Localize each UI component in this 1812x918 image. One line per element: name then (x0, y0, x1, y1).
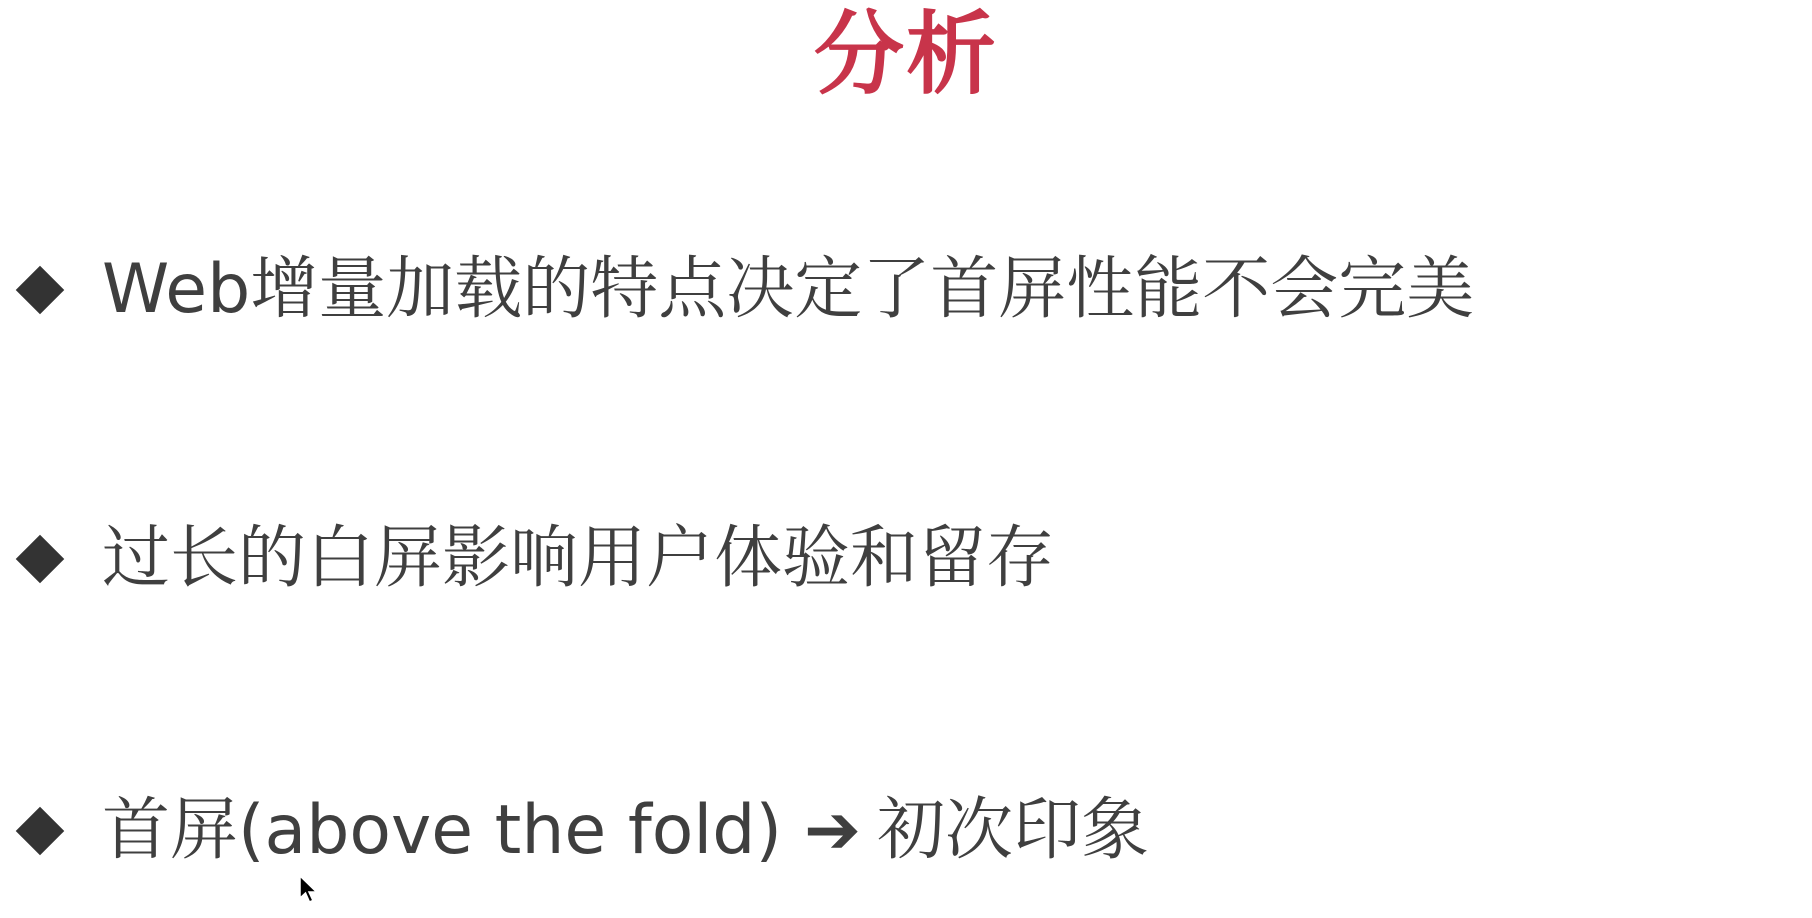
bullet-item-3 (0, 786, 1149, 876)
diamond-bullet-icon (16, 807, 65, 856)
bullet-item-2 (0, 514, 1054, 604)
bullet-text-3-before: 首屏(above the fold) (102, 791, 783, 870)
diamond-bullet-icon (16, 266, 65, 315)
slide-title-text: 分析 (814, 2, 998, 107)
slide-title (0, 0, 1812, 110)
mouse-pointer-icon (298, 875, 320, 905)
bullet-item-1 (0, 245, 1474, 335)
diamond-bullet-icon (16, 535, 65, 584)
right-arrow-icon: ➔ (804, 791, 861, 870)
bullet-text-3 (102, 786, 1149, 876)
bullet-text-1: Web增量加载的特点决定了首屏性能不会完美 (102, 250, 1475, 329)
bullet-text-3-after: 初次印象 (877, 791, 1150, 870)
bullet-text-2: 过长的白屏影响用户体验和留存 (102, 519, 1055, 598)
